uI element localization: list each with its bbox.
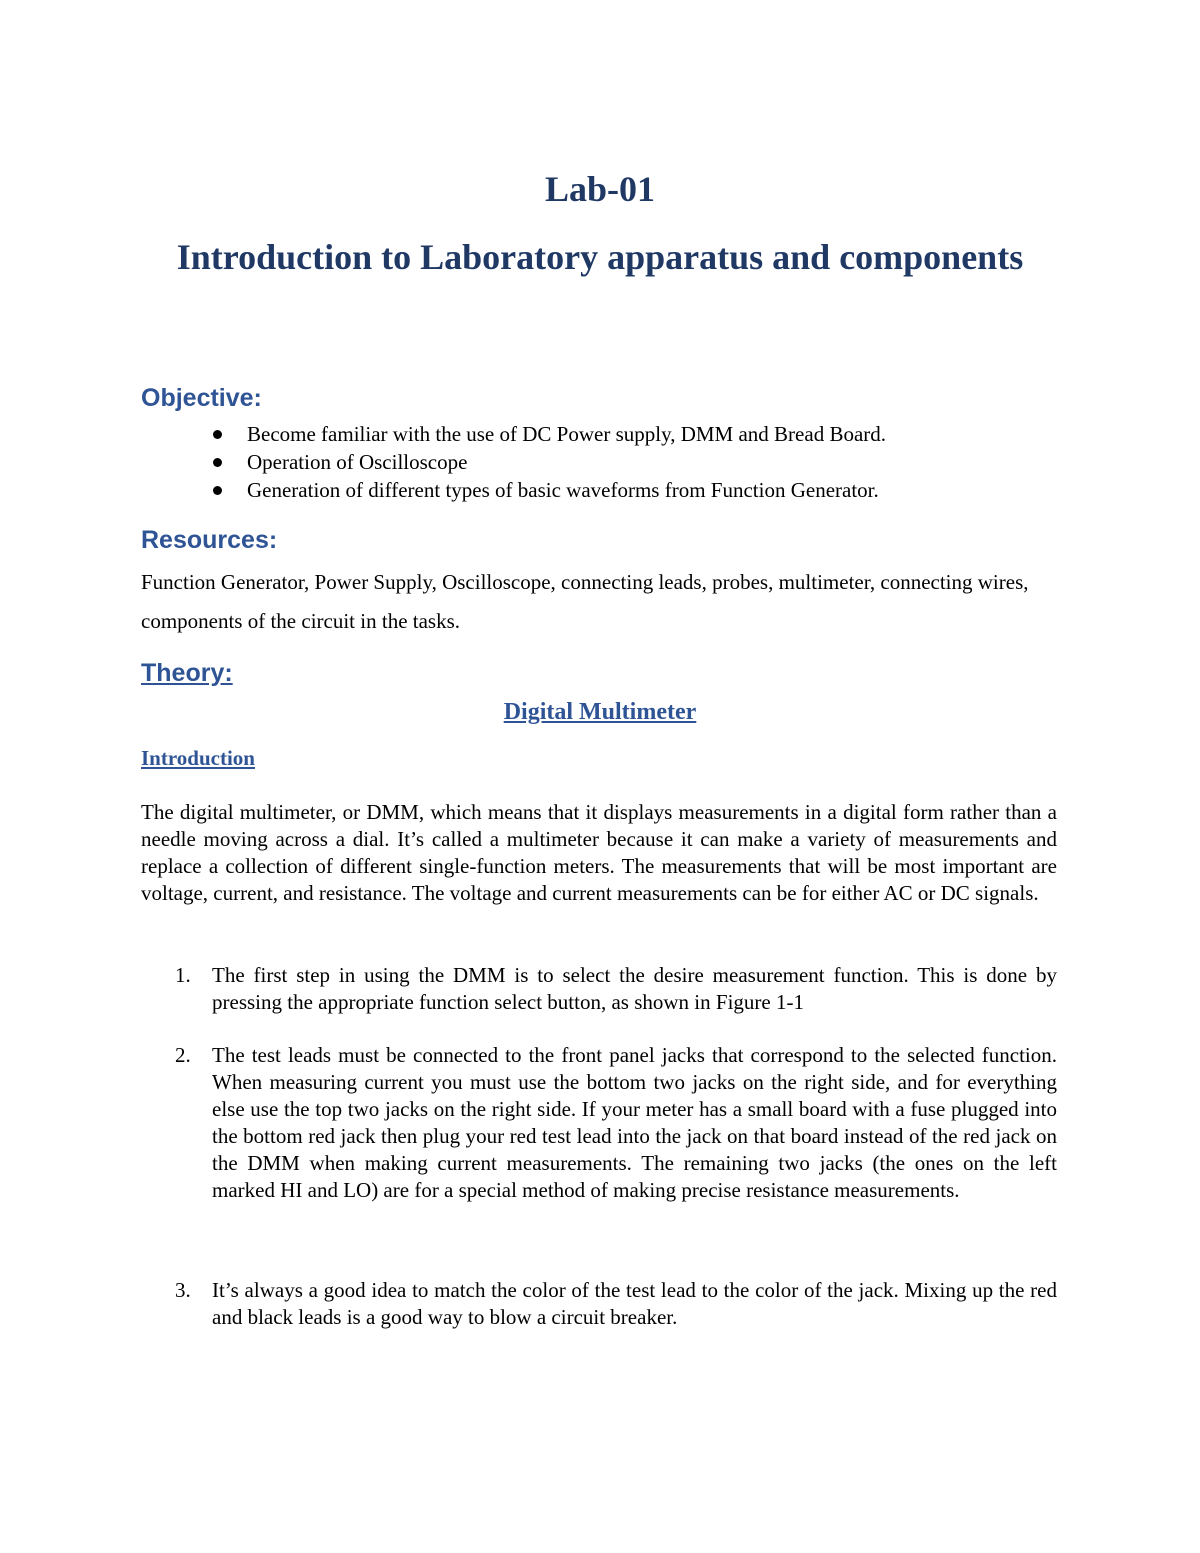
bullet-icon [213, 486, 222, 495]
list-item [141, 420, 886, 448]
step-text: The test leads must be connected to the front panel jacks that correspond to the selected function. When measuring current you must use the bottom two jacks on the right side, and for everything else use the top two jacks on the right side. If your meter has a small board with a fuse plugged into the bottom red jack then plug your red test lead into the jack on that board instead of the red jack on the DMM when making current measurements. The remaining two jacks (the ones on the left marked HI and LO) are for a special method of making precise resistance measurements. [212, 1043, 1057, 1202]
step-text: The first step in using the DMM is to select the desire measurement function. This is done by pressing the appropriate function select button, as shown in Figure 1-1 [212, 963, 1057, 1014]
step-number: 3. [175, 1278, 191, 1302]
objective-item-text: Become familiar with the use of DC Power supply, DMM and Bread Board. [247, 422, 887, 446]
digital-multimeter-title: Digital Multimeter [503, 699, 697, 725]
main-title: Introduction to Laboratory apparatus and components [176, 237, 1024, 277]
resources-text: Function Generator, Power Supply, Oscilloscope, connecting leads, probes, multimeter, connecting wires, components of the circuit in the tasks. [141, 570, 1029, 633]
list-item [141, 448, 886, 476]
introduction-heading: Introduction [141, 746, 255, 770]
step-number: 1. [175, 963, 191, 987]
objective-heading: Objective: [141, 384, 262, 412]
objective-item-text: Generation of different types of basic waveforms from Function Generator. [247, 478, 879, 502]
theory-heading: Theory: [141, 659, 233, 687]
lab-title: Lab-01 [544, 169, 656, 209]
resources-heading: Resources: [141, 526, 278, 554]
bullet-icon [213, 430, 222, 439]
objective-item-text: Operation of Oscilloscope [247, 450, 468, 474]
objective-list [141, 420, 886, 504]
list-item [141, 476, 886, 504]
step-text: It’s always a good idea to match the color of the test lead to the color of the jack. Mixing up the red and black leads is a good way to blow a circuit breaker. [212, 1278, 1057, 1329]
step-number: 2. [175, 1043, 191, 1067]
bullet-icon [213, 458, 222, 467]
intro-paragraph: The digital multimeter, or DMM, which means that it displays measurements in a digital form rather than a needle moving across a dial. It’s called a multimeter because it can make a variety of measurements and replace a collection of different single-function meters. The measurements that will be most important are voltage, current, and resistance. The voltage and current measurements can be for either AC or DC signals. [141, 800, 1057, 905]
